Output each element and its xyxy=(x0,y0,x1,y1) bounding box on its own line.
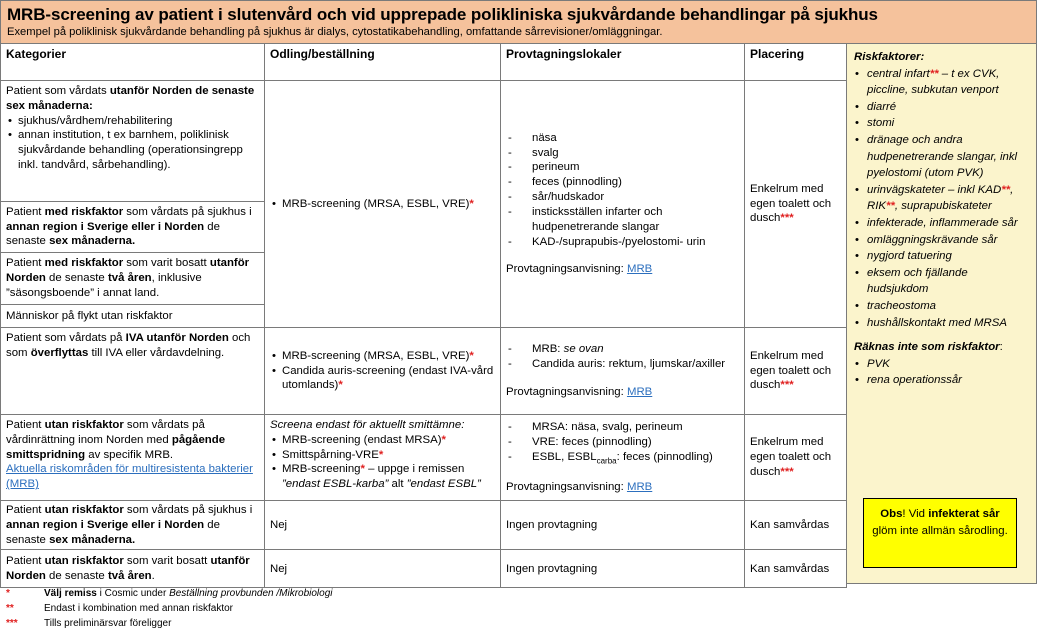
column-header-kategorier: Kategorier xyxy=(1,44,265,81)
list-item: - perineum xyxy=(532,160,739,175)
riskfaktorer-panel xyxy=(846,43,1037,584)
footnote: * Välj remiss i Cosmic under Beställning provbunden /Mikrobiologi xyxy=(6,588,333,599)
category-cell: Patient med riskfaktor som vårdats på sjukhus i annan region i Sverige eller i Norden de senaste sex månaderna. xyxy=(1,202,265,253)
lokaler-cell xyxy=(501,328,745,415)
mrb-link[interactable]: MRB xyxy=(626,263,653,276)
list-item: - feces (pinnodling) xyxy=(532,175,739,190)
mrb-link[interactable]: MRB xyxy=(626,480,653,493)
odling-cell xyxy=(265,328,501,415)
lokaler-cell xyxy=(501,81,745,328)
list-item: - ESBL, $ESBL_{carba}$: feces (pinnodling) xyxy=(532,450,739,467)
list-item: • PVK xyxy=(867,356,1029,373)
table-header-row xyxy=(1,44,847,81)
list-item: • eksem och fjällande hudsjukdom xyxy=(867,265,1029,298)
placering-cell: Enkelrum med egen toalett och dusch*** xyxy=(745,328,847,415)
list-item: • rena operationssår xyxy=(867,372,1029,389)
odling-cell: Nej xyxy=(265,550,501,588)
category-cell: Patient utan riskfaktor som vårdats på sjukhus i annan region i Sverige eller i Norden de senaste sex månaderna. xyxy=(1,501,265,550)
not-riskfaktor-list xyxy=(854,356,1029,389)
list-item: • MRB-screening (endast MRSA)* xyxy=(282,433,495,448)
list-item: • MRB-screening (MRSA, ESBL, VRE)* xyxy=(282,349,495,364)
column-header-provtagningslokaler: Provtagningslokaler xyxy=(501,44,745,81)
list-item: - insticksställen infarter och hudpenetrerande slangar xyxy=(532,205,739,235)
category-cell: Människor på flykt utan riskfaktor xyxy=(1,305,265,328)
screening-table xyxy=(0,43,847,588)
page-header xyxy=(0,0,1037,44)
list-item: • MRB-screening (MRSA, ESBL, VRE)* xyxy=(282,197,495,212)
footnote: *** Tills preliminärsvar föreligger xyxy=(6,618,172,629)
list-item: • MRB-screening* – uppge i remissen ”endast ESBL-karba” alt ”endast ESBL” xyxy=(282,462,495,492)
mrb-link[interactable]: MRB xyxy=(626,385,653,398)
list-item: - MRB: se ovan xyxy=(532,342,739,357)
list-item: - svalg xyxy=(532,146,739,161)
list-item: • infekterade, inflammerade sår xyxy=(867,215,1029,232)
list-item: - MRSA: näsa, svalg, perineum xyxy=(532,420,739,435)
list-item: • nygjord tatuering xyxy=(867,248,1029,265)
category-cell: Patient utan riskfaktor som varit bosatt utanför Norden de senaste två åren. xyxy=(1,550,265,588)
placering-cell: Kan samvårdas xyxy=(745,550,847,588)
category-cell: Patient med riskfaktor som varit bosatt utanför Norden de senaste två åren, inklusive ”säsongsboende” i annat land. xyxy=(1,253,265,305)
placering-cell: Kan samvårdas xyxy=(745,501,847,550)
list-item: • Candida auris-screening (endast IVA-vård utomlands)* xyxy=(282,364,495,394)
placering-cell: Enkelrum med egen toalett och dusch*** xyxy=(745,81,847,328)
footnotes xyxy=(6,586,333,631)
odling-cell xyxy=(265,81,501,328)
odling-cell: Screena endast för aktuellt smittämne: • MRB-screening (endast MRSA)* • Smittspårning-VRE* • MRB-screening* – uppge i remissen ”endast ESBL-karba” alt ”endast ESBL” xyxy=(265,415,501,501)
list-item: • annan institution, t ex barnhem, poliklinisk sjukvårdande behandling (operationsingrepp inkl. tandvård, sårbehandling). xyxy=(18,128,259,172)
list-item: - Candida auris: rektum, ljumskar/axiller xyxy=(532,357,739,372)
list-item: • dränage och andra hudpenetrerande slangar, inkl pyelostomi (utom PVK) xyxy=(867,132,1029,182)
not-riskfaktor-title: Räknas inte som riskfaktor: xyxy=(854,341,1003,354)
lokaler-cell: Ingen provtagning xyxy=(501,550,745,588)
provtagningsanvisning: Provtagningsanvisning: MRB xyxy=(506,480,653,493)
list-item: - VRE: feces (pinnodling) xyxy=(532,435,739,450)
list-item: • hushållskontakt med MRSA xyxy=(867,315,1029,332)
provtagningsanvisning: Provtagningsanvisning: MRB xyxy=(506,263,653,276)
list-item: • stomi xyxy=(867,115,1029,132)
list-item: - sår/hudskador xyxy=(532,190,739,205)
page-subtitle: Exempel på poliklinisk sjukvårdande behandling på sjukhus är dialys, cytostatikabehandling, omfattande sårrevisioner/omläggningar. xyxy=(7,26,663,38)
lokaler-cell xyxy=(501,415,745,501)
list-item: • central infart** – t ex CVK, piccline, subkutan venport xyxy=(867,66,1029,99)
odling-cell: Nej xyxy=(265,501,501,550)
list-item: • tracheostoma xyxy=(867,298,1029,315)
table-row xyxy=(1,81,847,202)
list-item: • diarré xyxy=(867,99,1029,116)
table-row xyxy=(1,328,847,415)
list-item: • omläggningskrävande sår xyxy=(867,232,1029,249)
page-title: MRB-screening av patient i slutenvård och vid upprepade polikliniska sjukvårdande behandlingar på sjukhus xyxy=(7,5,878,24)
lokaler-list xyxy=(506,131,739,250)
placering-cell: Enkelrum med egen toalett och dusch*** xyxy=(745,415,847,501)
list-item: • urinvägskateter – inkl KAD**, RIK**, suprapubiskateter xyxy=(867,182,1029,215)
list-item: • Smittspårning-VRE* xyxy=(282,448,495,463)
category-cell: Patient utan riskfaktor som vårdats på vårdinrättning inom Norden med pågående smittspridning av specifik MRB. Aktuella riskområden för multiresistenta bakterier (MRB) xyxy=(1,415,265,501)
footnote: ** Endast i kombination med annan riskfaktor xyxy=(6,603,233,614)
column-header-odling: Odling/beställning xyxy=(265,44,501,81)
riskomraden-link[interactable]: Aktuella riskområden för multiresistenta bakterier (MRB) xyxy=(6,463,253,491)
obs-note: Obs! Vid infekterat sår glöm inte allmän sårodling. xyxy=(863,498,1017,568)
list-item: • sjukhus/vårdhem/rehabilitering xyxy=(18,114,259,129)
table-row xyxy=(1,415,847,501)
category-cell: Patient som vårdats utanför Norden de senaste sex månaderna: • sjukhus/vårdhem/rehabilitering • annan institution, t ex barnhem, poliklinisk sjukvårdande behandling (operationsingrepp inkl. tandvård, sårbehandling). xyxy=(1,81,265,202)
provtagningsanvisning: Provtagningsanvisning: MRB xyxy=(506,385,653,398)
list-item: - KAD-/suprapubis-/pyelostomi- urin xyxy=(532,235,739,250)
riskfaktorer-title: Riskfaktorer: xyxy=(854,51,925,63)
category-cell: Patient som vårdats på IVA utanför Norden och som överflyttas till IVA eller vårdavdelning. xyxy=(1,328,265,415)
lokaler-cell: Ingen provtagning xyxy=(501,501,745,550)
riskfaktorer-list xyxy=(854,66,1029,332)
list-item: - näsa xyxy=(532,131,739,146)
category-list xyxy=(6,114,259,173)
column-header-placering: Placering xyxy=(745,44,847,81)
table-row xyxy=(1,501,847,550)
table-row xyxy=(1,550,847,588)
